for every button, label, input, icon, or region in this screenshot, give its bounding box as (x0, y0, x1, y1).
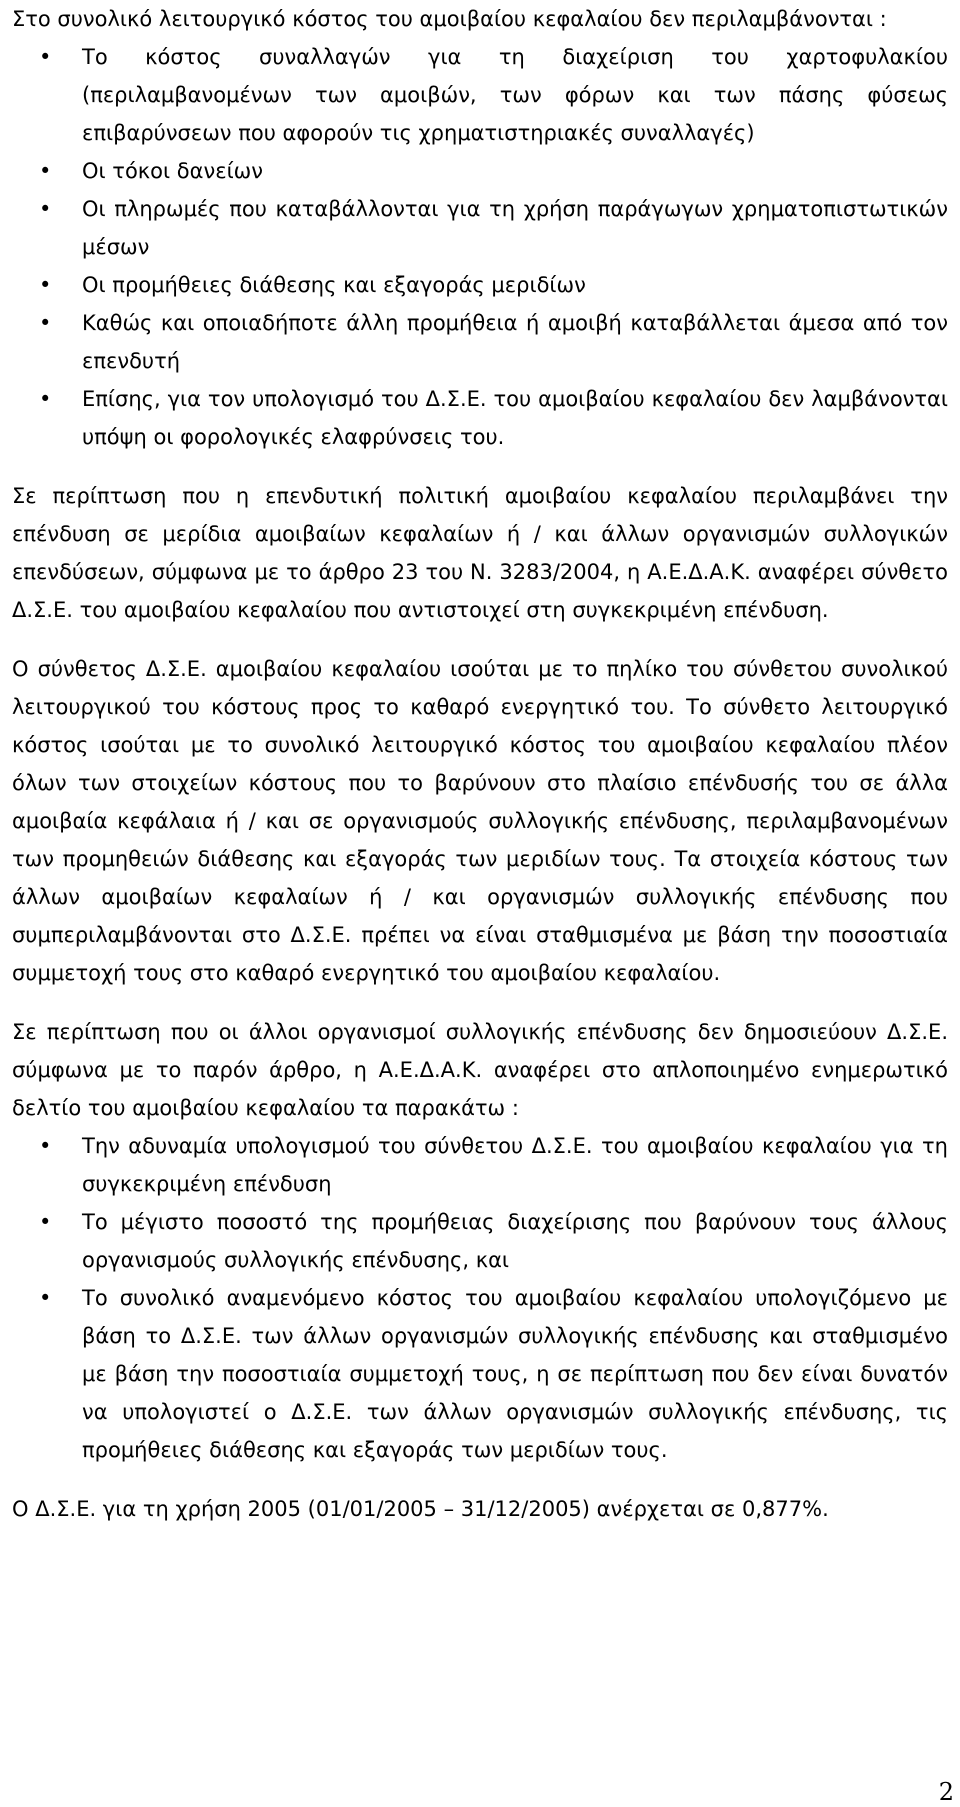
spacer (12, 992, 948, 1013)
list-item: • Το συνολικό αναμενόμενο κόστος του αμοιβαίου κεφαλαίου υπολογιζόμενο με βάση το Δ.Σ.Ε. των άλλων οργανισμών συλλογικής επένδυσης και σταθμισμένο με βάση την ποσοστιαία συμμετοχή τους, η σε περίπτωση που δεν είναι δυνατόν να υπολογιστεί ο Δ.Σ.Ε. των άλλων οργανισμών συλλογικής επένδυσης, τις προμήθειες διάθεσης και εξαγοράς των μεριδίων τους. (12, 1279, 948, 1469)
list-item: • Το κόστος συναλλαγών για τη διαχείριση του χαρτοφυλακίου (περιλαμβανομένων των αμοιβών, των φόρων και των πάσης φύσεως επιβαρύνσεων που αφορούν τις χρηματιστηριακές συναλλαγές) (12, 38, 948, 152)
spacer (12, 456, 948, 477)
composite-ter-paragraph: Σε περίπτωση που η επενδυτική πολιτική αμοιβαίου κεφαλαίου περιλαμβάνει την επένδυση σε μερίδια αμοιβαίων κεφαλαίων ή / και άλλων οργανισμών συλλογικών επενδύσεων, σύμφωνα με το άρθρο 23 του Ν. 3283/2004, η Α.Ε.Δ.Α.Κ. αναφέρει σύνθετο Δ.Σ.Ε. του αμοιβαίου κεφαλαίου που αντιστοιχεί στη συγκεκριμένη επένδυση. (12, 484, 948, 622)
list-item: • Το μέγιστο ποσοστό της προμήθειας διαχείρισης που βαρύνουν τους άλλους οργανισμούς συλλογικής επένδυσης, και (12, 1203, 948, 1279)
intro-paragraph: Στο συνολικό λειτουργικό κόστος του αμοιβαίου κεφαλαίου δεν περιλαμβάνονται : (12, 7, 887, 31)
non-published-ter-paragraph: Σε περίπτωση που οι άλλοι οργανισμοί συλλογικής επένδυσης δεν δημοσιεύουν Δ.Σ.Ε. σύμφωνα με το παρόν άρθρο, η Α.Ε.Δ.Α.Κ. αναφέρει στο απλοποιημένο ενημερωτικό δελτίο του αμοιβαίου κεφαλαίου τα παρακάτω : (12, 1020, 948, 1120)
list-item: • Οι πληρωμές που καταβάλλονται για τη χρήση παράγωγων χρηματοπιστωτικών μέσων (12, 190, 948, 266)
spacer (12, 629, 948, 650)
list-item: • Οι προμήθειες διάθεσης και εξαγοράς μεριδίων (12, 266, 948, 304)
list-item: • Καθώς και οποιαδήποτε άλλη προμήθεια ή αμοιβή καταβάλλεται άμεσα από τον επενδυτή (12, 304, 948, 380)
exclusions-list (12, 38, 948, 456)
list-item: • Επίσης, για τον υπολογισμό του Δ.Σ.Ε. του αμοιβαίου κεφαλαίου δεν λαμβάνονται υπόψη οι φορολογικές ελαφρύνσεις του. (12, 380, 948, 456)
report-items-list (12, 1127, 948, 1469)
document-body (12, 0, 948, 1528)
list-item: • Οι τόκοι δανείων (12, 152, 948, 190)
spacer (12, 1469, 948, 1490)
closing-statement: Ο Δ.Σ.Ε. για τη χρήση 2005 (01/01/2005 – 31/12/2005) ανέρχεται σε 0,877%. (12, 1497, 829, 1521)
composite-ter-definition-paragraph: Ο σύνθετος Δ.Σ.Ε. αμοιβαίου κεφαλαίου ισούται με το πηλίκο του σύνθετου συνολικού λειτουργικού του κόστους προς το καθαρό ενεργητικό του. Το σύνθετο λειτουργικό κόστος ισούται με το συνολικό λειτουργικό κόστος του αμοιβαίου κεφαλαίου πλέον όλων των στοιχείων κόστους που το βαρύνουν στο πλαίσιο επένδυσής του σε άλλα αμοιβαία κεφάλαια ή / και σε οργανισμούς συλλογικής επένδυσης, περιλαμβανομένων των προμηθειών διάθεσης και εξαγοράς των μεριδίων τους. Τα στοιχεία κόστους των άλλων αμοιβαίων κεφαλαίων ή / και οργανισμών συλλογικής επένδυσης που συμπεριλαμβάνονται στο Δ.Σ.Ε. πρέπει να είναι σταθμισμένα με βάση την ποσοστιαία συμμετοχή τους στο καθαρό ενεργητικό του αμοιβαίου κεφαλαίου. (12, 657, 948, 985)
list-item: • Την αδυναμία υπολογισμού του σύνθετου Δ.Σ.Ε. του αμοιβαίου κεφαλαίου για τη συγκεκριμένη επένδυση (12, 1127, 948, 1203)
page-number: 2 (938, 1778, 954, 1806)
